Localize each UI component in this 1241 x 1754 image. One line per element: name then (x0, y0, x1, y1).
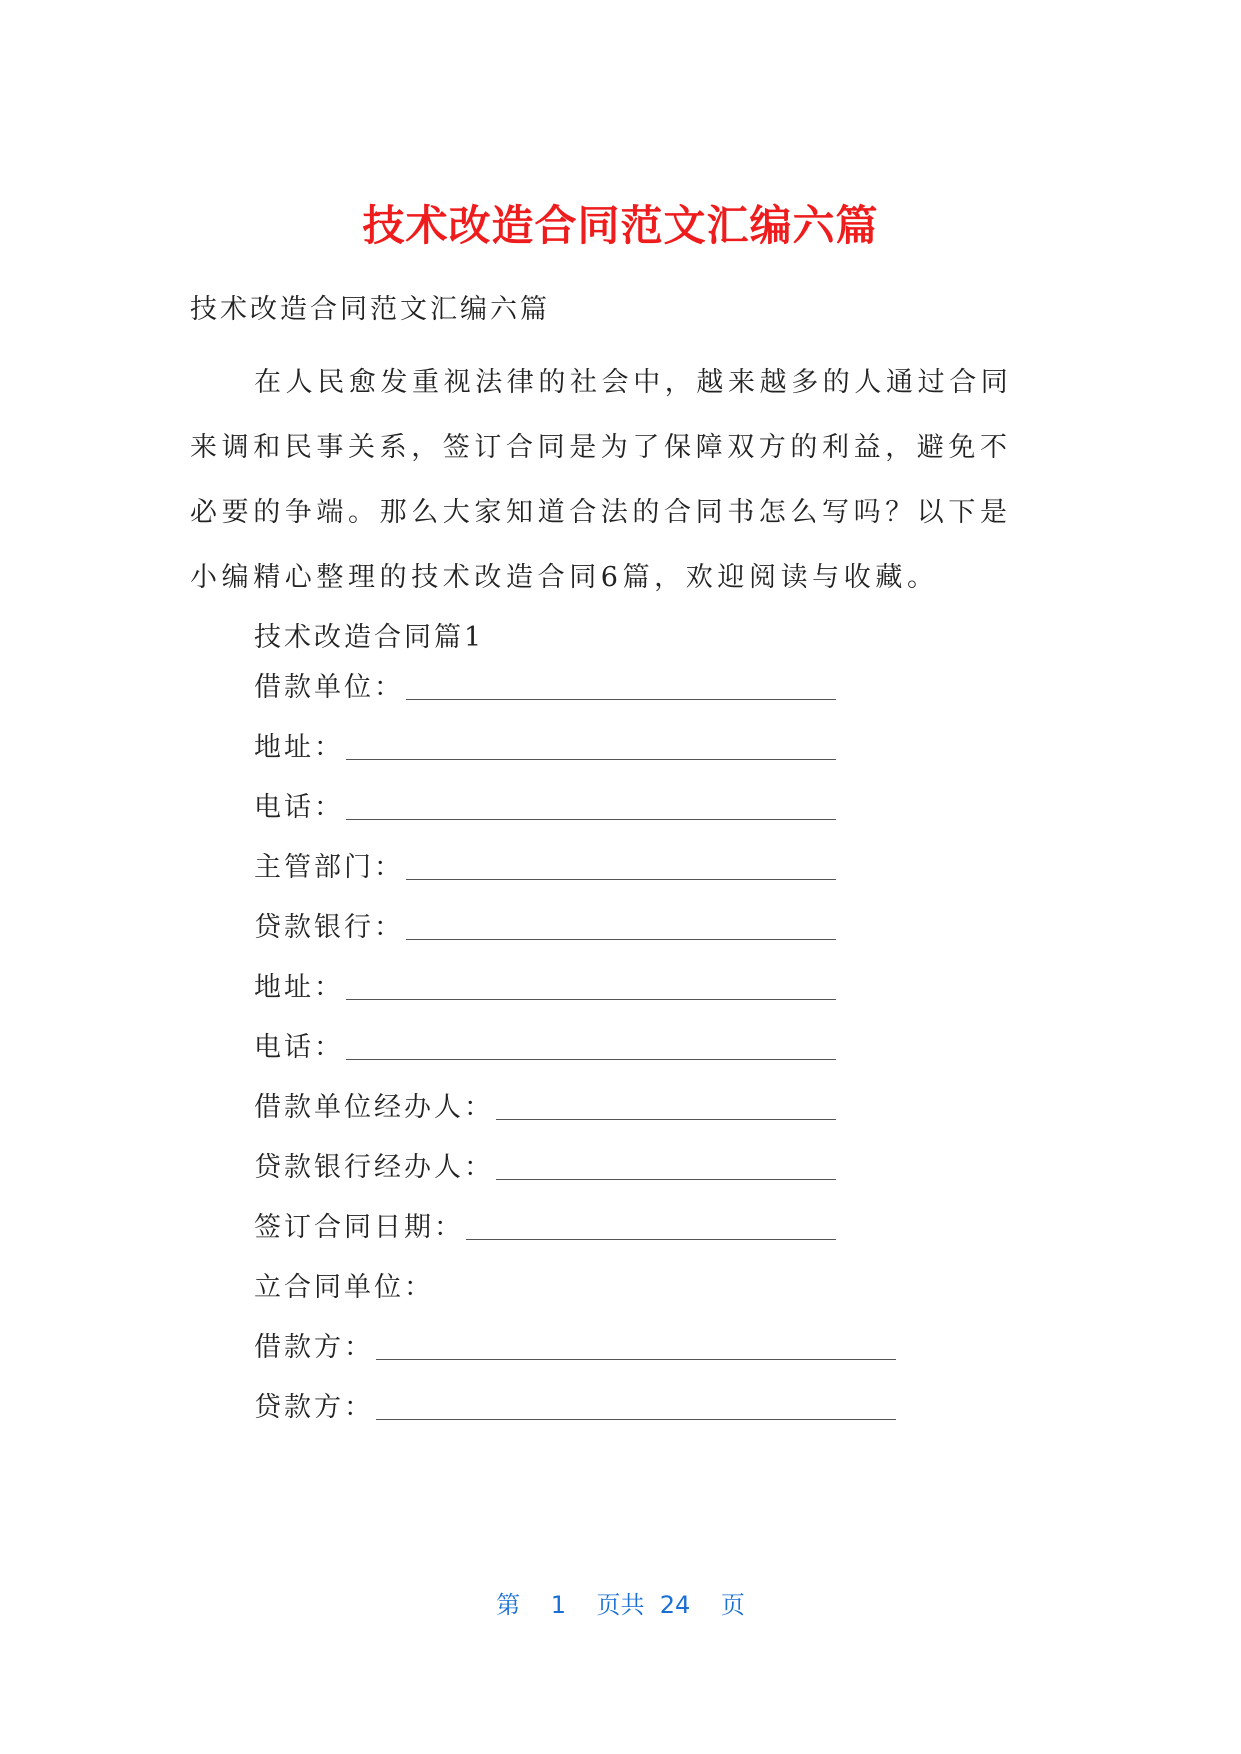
field-supervising-dept (254, 848, 836, 888)
field-blank-line (346, 819, 836, 820)
field-blank-line (496, 1179, 836, 1180)
field-borrower-agent (254, 1088, 836, 1128)
field-lender-party (254, 1388, 896, 1428)
section-heading: 技术改造合同篇1 (254, 622, 485, 653)
field-label: 立合同单位： (254, 1272, 434, 1303)
field-blank-line (406, 879, 836, 880)
document-title: 技术改造合同范文汇编六篇 (362, 201, 879, 250)
field-signing-date (254, 1208, 836, 1248)
intro-paragraph: 在人民愈发重视法律的社会中，越来越多的人通过合同来调和民事关系，签订合同是为了保障双方的利益，避免不必要的争端。那么大家知道合法的合同书怎么写吗？以下是小编精心整理的技术改造合同6篇，欢迎阅读与收藏。 (190, 367, 1013, 593)
field-label: 借款单位： (254, 672, 404, 703)
field-bank-address (254, 968, 836, 1008)
field-label: 地址： (254, 972, 344, 1003)
footer-page-suffix: 页 (720, 1591, 745, 1619)
field-blank-line (406, 699, 836, 700)
footer-total-pages: 24 (659, 1591, 691, 1619)
field-label: 贷款银行： (254, 912, 404, 943)
field-borrower-phone (254, 788, 836, 828)
field-contracting-units (254, 1268, 434, 1308)
field-bank-agent (254, 1148, 836, 1188)
field-borrower-address (254, 728, 836, 768)
field-blank-line (346, 1059, 836, 1060)
field-blank-line (466, 1239, 836, 1240)
field-blank-line (346, 999, 836, 1000)
field-blank-line (346, 759, 836, 760)
field-label: 贷款方： (254, 1392, 374, 1423)
field-blank-line (406, 939, 836, 940)
document-subtitle: 技术改造合同范文汇编六篇 (190, 294, 550, 325)
footer-page-middle: 页共 (596, 1591, 645, 1619)
field-label: 电话： (254, 792, 344, 823)
field-blank-line (376, 1359, 896, 1360)
field-blank-line (496, 1119, 836, 1120)
field-label: 签订合同日期： (254, 1212, 464, 1243)
field-label: 借款方： (254, 1332, 374, 1363)
field-label: 地址： (254, 732, 344, 763)
field-label: 主管部门： (254, 852, 404, 883)
page-footer (0, 1588, 1241, 1622)
field-borrower-unit (254, 668, 836, 708)
footer-current-page: 1 (550, 1591, 566, 1619)
footer-page-prefix: 第 (496, 1591, 521, 1619)
field-bank-phone (254, 1028, 836, 1068)
field-label: 贷款银行经办人： (254, 1152, 494, 1183)
field-label: 借款单位经办人： (254, 1092, 494, 1123)
field-label: 电话： (254, 1032, 344, 1063)
field-borrower-party (254, 1328, 896, 1368)
field-lending-bank (254, 908, 836, 948)
field-blank-line (376, 1419, 896, 1420)
